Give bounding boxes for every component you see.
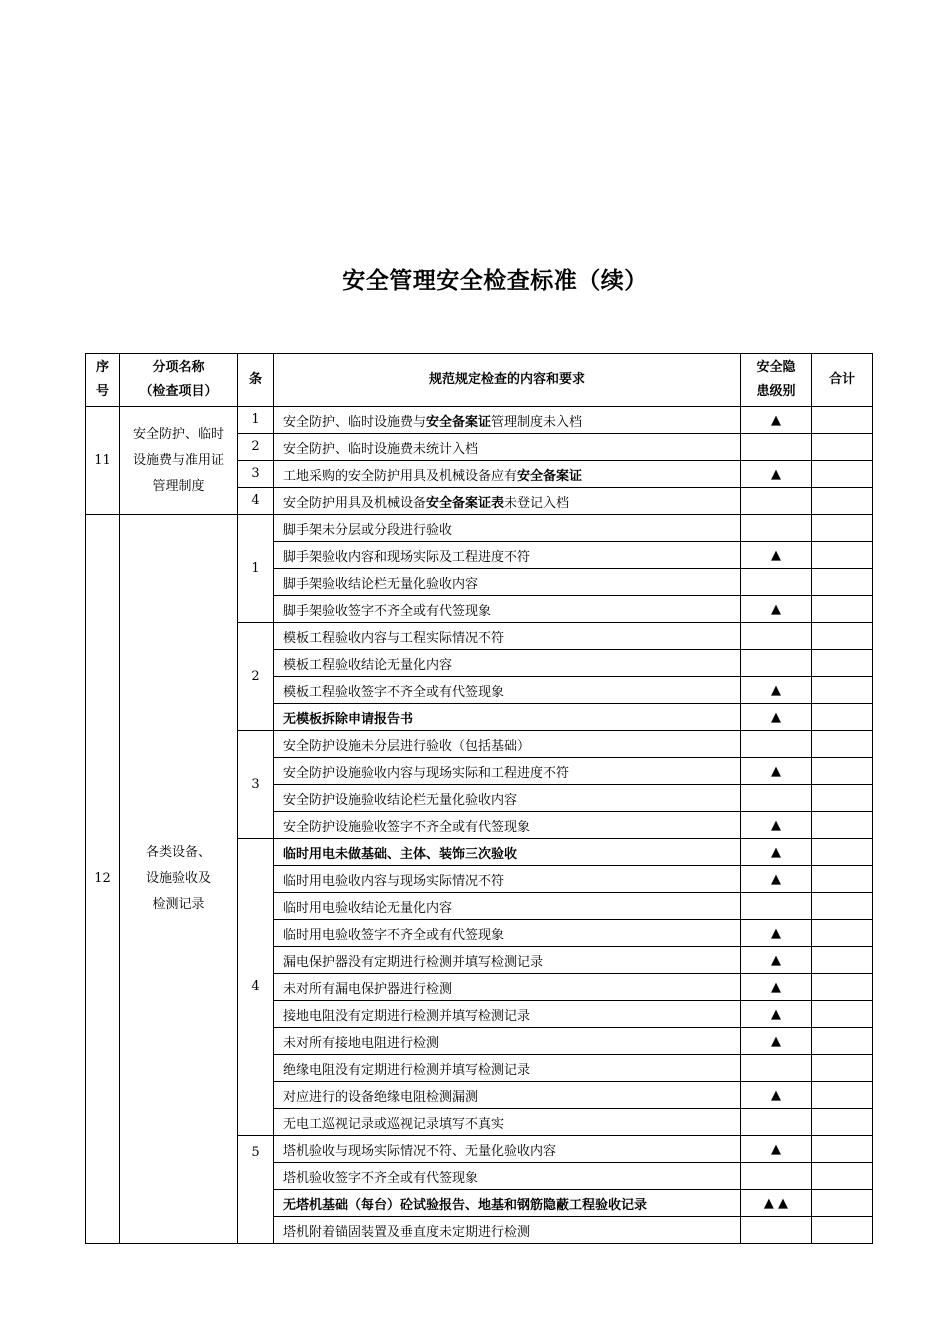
requirement-text	[274, 596, 741, 623]
total-cell	[812, 515, 873, 542]
total-cell	[812, 731, 873, 758]
total-cell	[812, 677, 873, 704]
requirement-part: 临时用电验收签字不齐全或有代签现象	[283, 927, 505, 943]
requirement-part: 脚手架未分层或分段进行验收	[283, 522, 453, 538]
section-name-line: 各类设备、	[145, 845, 211, 860]
section-name-line: 检测记录	[152, 897, 205, 912]
requirement-text	[274, 1190, 741, 1217]
requirement-text	[274, 947, 741, 974]
hazard-level-mark	[741, 569, 812, 596]
hazard-level-mark: ▲	[741, 677, 812, 704]
requirement-text	[274, 1055, 741, 1082]
total-cell	[812, 785, 873, 812]
requirement-part: 模板工程验收签字不齐全或有代签现象	[283, 684, 505, 700]
total-cell	[812, 704, 873, 731]
requirement-part: 安全防护设施验收结论栏无量化验收内容	[283, 792, 518, 808]
requirement-part: 管理制度未入档	[491, 414, 583, 430]
requirement-text	[274, 542, 741, 569]
header-item-line1: 分项名称	[152, 360, 205, 375]
header-seq-line1: 序	[95, 360, 109, 375]
total-cell	[812, 974, 873, 1001]
requirement-part: 安全防护设施未分层进行验收（包括基础）	[283, 738, 531, 754]
header-content: 规范规定检查的内容和要求	[274, 354, 741, 407]
requirement-part: 安全防护设施验收签字不齐全或有代签现象	[283, 819, 531, 835]
total-cell	[812, 542, 873, 569]
requirement-text	[274, 1082, 741, 1109]
requirement-part: 未对所有接地电阻进行检测	[283, 1035, 440, 1051]
table-row	[86, 515, 873, 542]
clause-number: 1	[238, 407, 274, 434]
clause-number: 2	[238, 623, 274, 731]
hazard-level-mark	[741, 785, 812, 812]
requirement-text	[274, 704, 741, 731]
hazard-level-mark: ▲	[741, 596, 812, 623]
hazard-level-mark	[741, 1163, 812, 1190]
requirement-part: 无模板拆除申请报告书	[283, 711, 414, 727]
requirement-text	[274, 1001, 741, 1028]
hazard-level-mark: ▲	[741, 758, 812, 785]
requirement-text	[274, 407, 741, 434]
hazard-level-mark	[741, 731, 812, 758]
total-cell	[812, 1109, 873, 1136]
hazard-level-mark: ▲	[741, 407, 812, 434]
hazard-level-mark: ▲	[741, 812, 812, 839]
total-cell	[812, 1028, 873, 1055]
requirement-text	[274, 731, 741, 758]
table-body	[86, 407, 873, 1244]
total-cell	[812, 650, 873, 677]
total-cell	[812, 1055, 873, 1082]
clause-number: 3	[238, 731, 274, 839]
hazard-level-mark: ▲	[741, 704, 812, 731]
section-seq: 11	[86, 407, 120, 515]
requirement-text	[274, 1163, 741, 1190]
requirement-part: 无塔机基础（每台）砼试验报告、地基和钢筋隐蔽工程验收记录	[283, 1197, 648, 1213]
requirement-part: 安全防护、临时设施费未统计入档	[283, 441, 479, 457]
total-cell	[812, 461, 873, 488]
hazard-level-mark: ▲	[741, 461, 812, 488]
requirement-text	[274, 893, 741, 920]
total-cell	[812, 866, 873, 893]
requirement-text	[274, 974, 741, 1001]
requirement-text	[274, 1217, 741, 1244]
requirement-text	[274, 461, 741, 488]
requirement-part: 脚手架验收内容和现场实际及工程进度不符	[283, 549, 531, 565]
header-seq	[86, 354, 120, 407]
total-cell	[812, 434, 873, 461]
requirement-part: 临时用电未做基础、主体、装饰三次验收	[283, 846, 518, 862]
requirement-text	[274, 488, 741, 515]
requirement-text	[274, 1028, 741, 1055]
requirement-text	[274, 569, 741, 596]
total-cell	[812, 569, 873, 596]
header-clause: 条	[238, 354, 274, 407]
requirement-part: 安全备案证	[426, 414, 492, 430]
requirement-part: 塔机附着锚固装置及垂直度未定期进行检测	[283, 1224, 531, 1240]
header-level-line2: 患级别	[756, 384, 796, 399]
requirement-part: 模板工程验收内容与工程实际情况不符	[283, 630, 505, 646]
requirement-text	[274, 1136, 741, 1163]
total-cell	[812, 1082, 873, 1109]
section-name	[120, 515, 238, 1244]
requirement-part: 临时用电验收结论无量化内容	[283, 900, 453, 916]
total-cell	[812, 1217, 873, 1244]
inspection-table	[85, 353, 873, 1244]
header-item-line2: （检查项目）	[139, 384, 218, 399]
requirement-text	[274, 785, 741, 812]
header-level	[741, 354, 812, 407]
hazard-level-mark	[741, 893, 812, 920]
requirement-part: 安全防护设施验收内容与现场实际和工程进度不符	[283, 765, 570, 781]
requirement-text	[274, 866, 741, 893]
requirement-part: 未登记入档	[504, 495, 570, 511]
requirement-part: 未对所有漏电保护器进行检测	[283, 981, 453, 997]
total-cell	[812, 1136, 873, 1163]
section-name-line: 安全防护、临时	[132, 426, 224, 442]
requirement-part: 脚手架验收结论栏无量化验收内容	[283, 576, 479, 592]
requirement-text	[274, 1109, 741, 1136]
hazard-level-mark	[741, 1109, 812, 1136]
hazard-level-mark: ▲	[741, 1001, 812, 1028]
requirement-text	[274, 515, 741, 542]
total-cell	[812, 920, 873, 947]
header-total: 合计	[812, 354, 873, 407]
clause-number: 5	[238, 1136, 274, 1244]
hazard-level-mark	[741, 515, 812, 542]
hazard-level-mark: ▲	[741, 1028, 812, 1055]
requirement-text	[274, 758, 741, 785]
header-seq-line2: 号	[95, 384, 109, 399]
hazard-level-mark	[741, 1217, 812, 1244]
hazard-level-mark: ▲	[741, 1136, 812, 1163]
clause-number: 3	[238, 461, 274, 488]
clause-number: 4	[238, 839, 274, 1136]
total-cell	[812, 1190, 873, 1217]
section-name-line: 设施费与准用证	[132, 452, 224, 468]
requirement-part: 安全防护用具及机械设备	[283, 495, 427, 511]
total-cell	[812, 839, 873, 866]
section-name-line: 管理制度	[152, 478, 205, 494]
requirement-part: 安全防护、临时设施费与	[283, 414, 427, 430]
requirement-text	[274, 623, 741, 650]
requirement-part: 塔机验收签字不齐全或有代签现象	[283, 1170, 479, 1186]
total-cell	[812, 407, 873, 434]
total-cell	[812, 1163, 873, 1190]
requirement-part: 无电工巡视记录或巡视记录填写不真实	[283, 1116, 505, 1132]
total-cell	[812, 623, 873, 650]
requirement-part: 工地采购的安全防护用具及机械设备应有	[283, 468, 518, 484]
hazard-level-mark: ▲	[741, 974, 812, 1001]
total-cell	[812, 812, 873, 839]
total-cell	[812, 758, 873, 785]
hazard-level-mark	[741, 650, 812, 677]
total-cell	[812, 1001, 873, 1028]
hazard-level-mark	[741, 488, 812, 515]
hazard-level-mark	[741, 623, 812, 650]
requirement-text	[274, 920, 741, 947]
requirement-text	[274, 812, 741, 839]
table-row	[86, 407, 873, 434]
hazard-level-mark: ▲ ▲	[741, 1190, 812, 1217]
page-title: 安全管理安全检查标准（续）	[342, 268, 648, 294]
total-cell	[812, 947, 873, 974]
header-row	[86, 354, 873, 407]
header-level-line1: 安全隐	[756, 360, 796, 375]
requirement-text	[274, 677, 741, 704]
total-cell	[812, 893, 873, 920]
section-seq: 12	[86, 515, 120, 1244]
requirement-part: 漏电保护器没有定期进行检测并填写检测记录	[283, 954, 544, 970]
requirement-part: 绝缘电阻没有定期进行检测并填写检测记录	[283, 1062, 531, 1078]
requirement-part: 安全备案证	[517, 468, 583, 484]
requirement-part: 安全备案证表	[426, 495, 505, 511]
clause-number: 2	[238, 434, 274, 461]
section-name-line: 设施验收及	[145, 871, 211, 886]
hazard-level-mark: ▲	[741, 866, 812, 893]
total-cell	[812, 488, 873, 515]
hazard-level-mark	[741, 434, 812, 461]
section-name	[120, 407, 238, 515]
header-item	[120, 354, 238, 407]
hazard-level-mark	[741, 1055, 812, 1082]
requirement-part: 塔机验收与现场实际情况不符、无量化验收内容	[283, 1143, 557, 1159]
hazard-level-mark: ▲	[741, 947, 812, 974]
requirement-text	[274, 434, 741, 461]
total-cell	[812, 596, 873, 623]
hazard-level-mark: ▲	[741, 1082, 812, 1109]
requirement-part: 模板工程验收结论无量化内容	[283, 657, 453, 673]
clause-number: 4	[238, 488, 274, 515]
requirement-text	[274, 839, 741, 866]
hazard-level-mark: ▲	[741, 542, 812, 569]
hazard-level-mark: ▲	[741, 920, 812, 947]
hazard-level-mark: ▲	[741, 839, 812, 866]
requirement-part: 临时用电验收内容与现场实际情况不符	[283, 873, 505, 889]
clause-number: 1	[238, 515, 274, 623]
requirement-part: 对应进行的设备绝缘电阻检测漏测	[283, 1089, 479, 1105]
requirement-part: 接地电阻没有定期进行检测并填写检测记录	[283, 1008, 531, 1024]
requirement-text	[274, 650, 741, 677]
requirement-part: 脚手架验收签字不齐全或有代签现象	[283, 603, 492, 619]
